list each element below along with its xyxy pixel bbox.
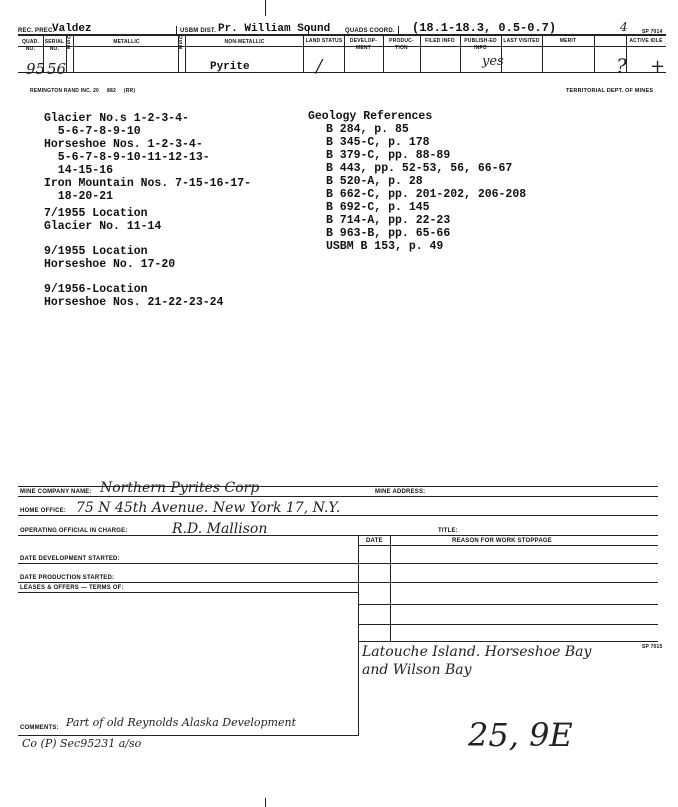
home-office-label: HOME OFFICE:	[20, 508, 67, 514]
claims-line: 14-15-16	[44, 164, 114, 177]
geology-ref: B 443, pp. 52-53, 56, 66-67	[326, 162, 513, 175]
operating-official-value: R.D. Mallison	[172, 521, 268, 537]
geology-block	[308, 110, 526, 253]
col-non-metallic: NON-METALLIC	[224, 39, 265, 45]
serial-no-value: 56	[47, 60, 67, 78]
claims-line: Glacier No.s 1-2-3-4-	[44, 112, 189, 125]
mine-address-label: MINE ADDRESS:	[375, 489, 426, 495]
claims-line: Iron Mountain Nos. 7-15-16-17-	[44, 177, 252, 190]
comments-label: COMMENTS:	[20, 725, 59, 731]
geology-ref: B 379-C, pp. 88-89	[326, 149, 451, 162]
dev-started-label: DATE DEVELOPMENT STARTED:	[20, 556, 120, 562]
geology-ref: B 345-C, p. 178	[326, 136, 430, 149]
territorial-dept: TERRITORIAL DEPT. OF MINES	[566, 88, 654, 94]
prod-started-label: DATE PRODUCTION STARTED:	[20, 575, 115, 581]
location-desc: Glacier No. 11-14	[44, 220, 162, 233]
quad-no-value: 95	[26, 60, 46, 78]
registration-mark	[265, 0, 266, 16]
published-info-value: yes	[482, 54, 504, 69]
col-metallic-flags: U S E	[67, 35, 71, 51]
printer-note: REMINGTON RAND INC. 20 882 (RR)	[30, 88, 136, 94]
location-date: 9/1955 Location	[44, 245, 148, 258]
col-metallic: METALLIC	[113, 39, 140, 45]
claims-line: 5-6-7-8-9-10-11-12-13-	[44, 151, 210, 164]
location-date: 7/1955 Location	[44, 207, 148, 220]
geology-ref: B 963-B, pp. 65-66	[326, 227, 451, 240]
usbm-dist-label: USBM DIST.	[180, 28, 217, 34]
comments-line2: Co (P) Sec95231 a/so	[22, 737, 142, 750]
form-number-mid: SP 7015	[642, 644, 663, 650]
non-metallic-value: Pyrite	[210, 61, 250, 73]
reason-col-header: REASON FOR WORK STOPPAGE	[452, 538, 552, 544]
col-active-idle: ACTIVE IDLE	[629, 38, 663, 44]
location-note-line2: and Wilson Bay	[362, 662, 472, 678]
location-date: 9/1956-Location	[44, 283, 148, 296]
geology-title: Geology References	[308, 110, 433, 123]
col-production: PRODUC-TION	[389, 38, 414, 51]
comments-value: Part of old Reynolds Alaska Development	[66, 716, 296, 729]
col-serial-no: SERIAL NO.	[44, 39, 65, 52]
col-development: DEVELOP-MENT	[349, 38, 378, 51]
geology-ref: B 662-C, pp. 201-202, 206-208	[326, 188, 527, 201]
col-merit: MERIT	[559, 38, 577, 44]
quads-coord-label: QUADS COORD.	[345, 28, 395, 34]
home-office-value: 75 N 45th Avenue. New York 17, N.Y.	[76, 500, 341, 516]
date-col-header: DATE	[366, 538, 383, 544]
leases-label: LEASES & OFFERS — TERMS OF:	[20, 585, 124, 591]
quads-coord-value: (18.1-18.3, 0.5-0.7)	[412, 21, 557, 35]
claims-line: 5-6-7-8-9-10	[44, 125, 141, 138]
geology-ref: B 284, p. 85	[326, 123, 409, 136]
geology-ref: B 714-A, pp. 22-23	[326, 214, 451, 227]
col-last-visited: LAST VISITED	[503, 38, 540, 44]
location-desc: Horseshoe No. 17-20	[44, 258, 176, 271]
header-grid	[18, 26, 666, 76]
claims-block	[44, 112, 251, 309]
col-quad-no: QUAD. NO.	[21, 39, 40, 52]
big-number: 25, 9E	[468, 716, 573, 754]
registration-mark	[265, 798, 266, 807]
usbm-dist-value: Pr. William Sound	[218, 23, 331, 35]
rec-prec-label: REC. PREC.	[18, 28, 55, 34]
claims-line: Horseshoe Nos. 1-2-3-4-	[44, 138, 203, 151]
operating-official-label: OPERATING OFFICIAL IN CHARGE:	[20, 528, 128, 534]
mine-company-label: MINE COMPANY NAME:	[20, 489, 92, 495]
location-desc: Horseshoe Nos. 21-22-23-24	[44, 296, 224, 309]
location-note-line1: Latouche Island. Horseshoe Bay	[362, 644, 592, 660]
col-nonmetallic-flags: U S E	[179, 35, 183, 51]
form-number-top: SP 7014	[642, 29, 663, 35]
sheet-number: 4	[620, 20, 628, 34]
geology-ref: B 692-C, p. 145	[326, 201, 430, 214]
title-label: TITLE:	[438, 528, 458, 534]
geology-refs-list	[308, 123, 526, 253]
merit-mark: ?	[616, 54, 627, 78]
mine-company-value: Northern Pyrites Corp	[100, 480, 260, 496]
col-published-info: PUBLISH-ED INFO	[464, 38, 497, 51]
active-mark: +	[650, 56, 666, 77]
rec-prec-value: Valdez	[52, 23, 92, 35]
col-filed-info: FILED INFO	[425, 38, 455, 44]
geology-ref: B 520-A, p. 28	[326, 175, 423, 188]
geology-ref: USBM B 153, p. 49	[326, 240, 444, 253]
land-status-value: /	[316, 56, 323, 77]
claims-line: 18-20-21	[44, 190, 114, 203]
col-land-status: LAND STATUS	[305, 38, 343, 44]
